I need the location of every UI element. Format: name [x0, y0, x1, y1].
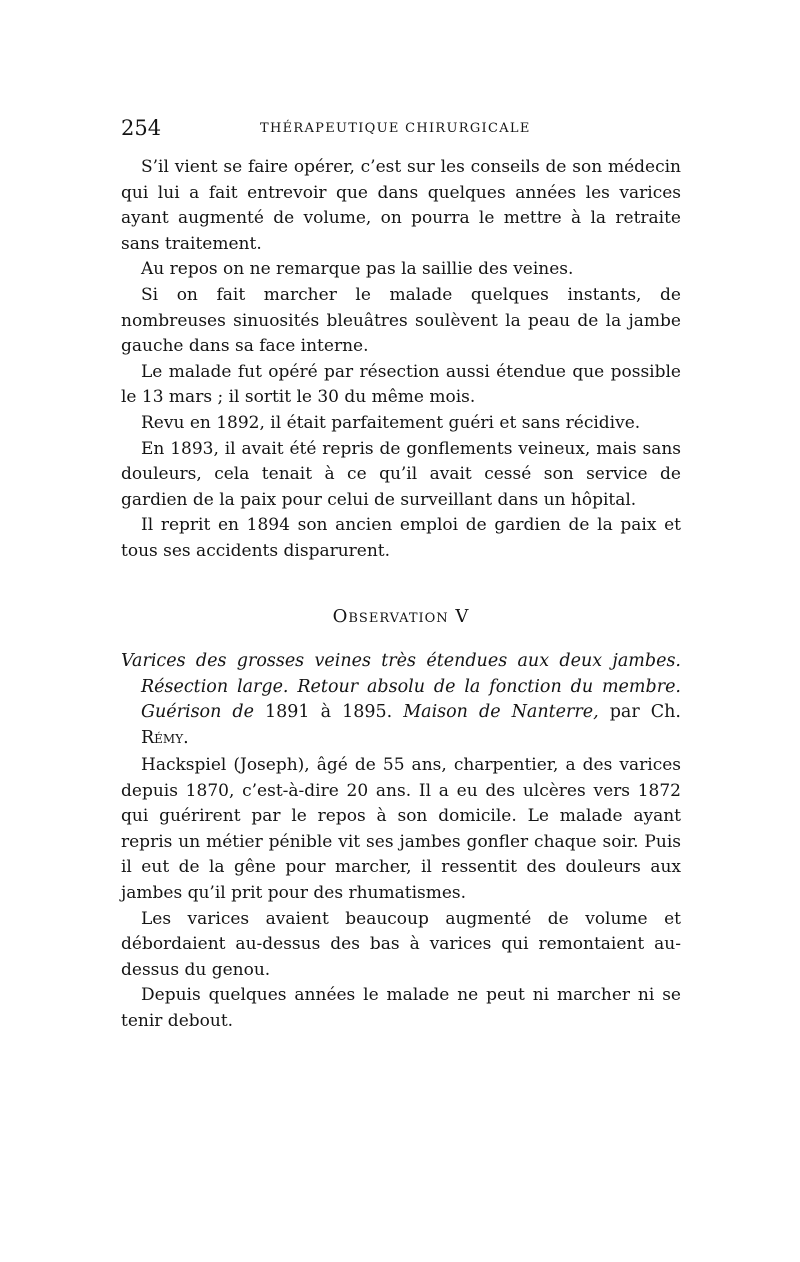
paragraph: En 1893, il avait été repris de gonflements veineux, mais sans douleurs, cela tenait à ce qu’il avait cessé son service de gardien de la paix pour celui de surveillant dans un hôpital. [121, 438, 681, 510]
running-title: THÉRAPEUTIQUE CHIRURGICALE [260, 121, 531, 136]
paragraph: Il reprit en 1894 son ancien emploi de gardien de la paix et tous ses accidents disparurent. [121, 515, 681, 561]
paragraph: Le malade fut opéré par résection aussi étendue que possible le 13 mars ; il sortit le 30 du même mois. [121, 361, 681, 408]
summary-location: Maison de Nanterre, [403, 702, 599, 723]
page-header [121, 113, 681, 143]
paragraph: Les varices avaient beaucoup augmenté de volume et débordaient au-dessus des bas à varices qui remontaient au-dessus du genou. [121, 908, 681, 980]
paragraph: Si on fait marcher le malade quelques instants, de nombreuses sinuosités bleuâtres soulèvent la peau de la jambe gauche dans sa face interne. [121, 284, 681, 357]
paragraph: Hackspiel (Joseph), âgé de 55 ans, charpentier, a des varices depuis 1870, c’est-à-dire 20 ans. Il a eu des ulcères vers 1872 qui guérirent par le repos à son domicile. Le malade ayant repris un métier pénible vit ses jambes gonfler chaque soir. Puis il eut de la gêne pour marcher, il ressentit des douleurs aux jambes qu’il prit pour des rhumatismes. [121, 755, 681, 903]
summary-dates: 1891 à 1895. [253, 702, 404, 723]
paragraph: S’il vient se faire opérer, c’est sur les conseils de son médecin qui lui a fait entrevoir que dans quelques années les varices ayant augmenté de volume, on pourra le mettre à la retraite sans traitement. [121, 157, 681, 254]
summary-italic-1: Varices des grosses veines très étendues aux deux jambes. Résection large. Retour absolu de la fonction du membre. Guérison de [121, 651, 681, 723]
case-text-bottom [121, 753, 681, 1035]
case-text-top [121, 155, 681, 565]
paragraph: Revu en 1892, il était parfaitement guéri et sans récidive. [141, 412, 641, 433]
page-number: 254 [121, 116, 162, 140]
summary-author: Rémy. [141, 727, 189, 748]
paragraph: Au repos on ne remarque pas la saillie des veines. [141, 259, 574, 280]
observation-heading: Observation V [332, 606, 470, 627]
observation-summary [121, 649, 681, 751]
summary-by: par Ch. [598, 702, 681, 723]
paragraph: Depuis quelques années le malade ne peut ni marcher ni se tenir debout. [121, 985, 681, 1031]
